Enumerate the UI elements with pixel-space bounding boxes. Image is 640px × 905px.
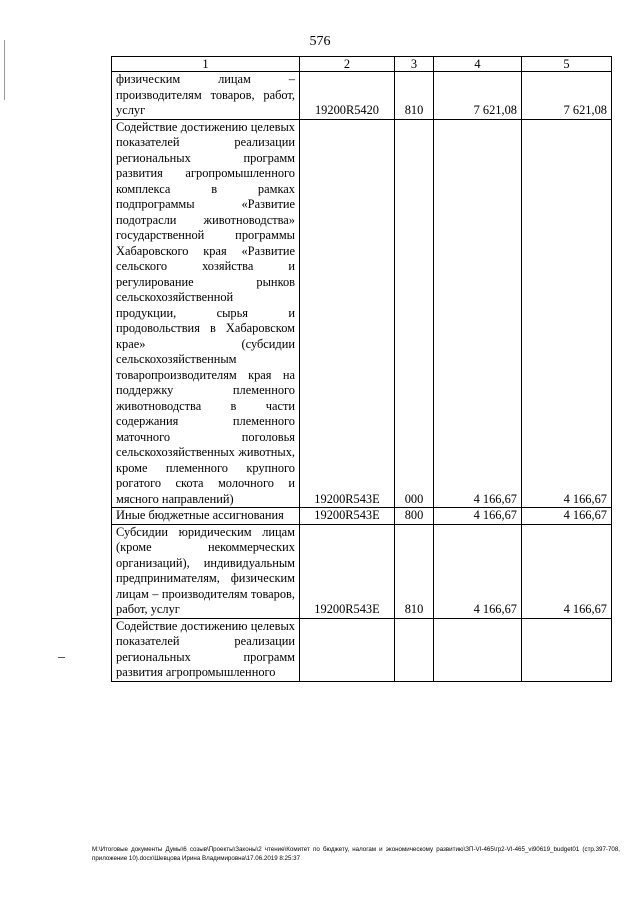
header-col-1: 1 <box>112 57 300 72</box>
table-row <box>112 618 612 681</box>
row-type: 810 <box>395 524 434 618</box>
row-code: 19200R543E <box>300 508 395 525</box>
file-path-footer: М:\Итоговые документы Думы\6 созыв\Проекты\Законы\2 чтение\Комитет по бюджету, налогам и экономическому развитию\ЗП-VI-465\гр2-VI-465_vi90619_budget01 (стр.397-708, приложение 10).docx\Шевцова Ирина Владимировна\17.06.2019 8:25:37 <box>92 846 620 862</box>
row-description: Содействие достижению целевых показателей реализации региональных программ развития агропромышленного <box>112 618 300 681</box>
row-amount-2: 4 166,67 <box>522 508 612 525</box>
header-col-5: 5 <box>522 57 612 72</box>
row-type: 000 <box>395 119 434 508</box>
row-code: 19200R543E <box>300 524 395 618</box>
row-description: Иные бюджетные ассигнования <box>112 508 300 525</box>
row-code: 19200R5420 <box>300 72 395 120</box>
table-row <box>112 524 612 618</box>
header-col-2: 2 <box>300 57 395 72</box>
row-description: физическим лицам – производителям товаров, работ, услуг <box>112 72 300 120</box>
table-row <box>112 72 612 120</box>
budget-table <box>111 56 612 682</box>
row-amount-1: 4 166,67 <box>434 508 522 525</box>
row-type <box>395 618 434 681</box>
table-row <box>112 508 612 525</box>
row-amount-1 <box>434 618 522 681</box>
row-amount-2 <box>522 618 612 681</box>
row-description: Субсидии юридическим лицам (кроме некоммерческих организаций), индивидуальным предпринимателям, физическим лицам – производителям товаров, работ, услуг <box>112 524 300 618</box>
row-amount-1: 4 166,67 <box>434 119 522 508</box>
margin-dash <box>58 657 65 658</box>
row-description: Содействие достижению целевых показателей реализации региональных программ развития агропромышленного комплекса в рамках подпрограммы «Развитие подотрасли животноводства» государственной программы Хабаровского края «Развитие сельского хозяйства и регулирование рынков сельскохозяйственной продукции, сырья и продовольствия в Хабаровском крае» (субсидии сельскохозяйственным товаропроизводителям края на поддержку племенного животноводства в части содержания племенного маточного поголовья сельскохозяйственных животных, кроме племенного крупного рогатого скота молочного и мясного направлений) <box>112 119 300 508</box>
margin-edge-line <box>4 40 5 100</box>
page-number: 576 <box>309 34 331 49</box>
table-header-row <box>112 57 612 72</box>
row-amount-1: 4 166,67 <box>434 524 522 618</box>
row-type: 800 <box>395 508 434 525</box>
header-col-3: 3 <box>395 57 434 72</box>
row-amount-2: 4 166,67 <box>522 524 612 618</box>
row-code <box>300 618 395 681</box>
row-amount-2: 4 166,67 <box>522 119 612 508</box>
row-code: 19200R543E <box>300 119 395 508</box>
row-amount-2: 7 621,08 <box>522 72 612 120</box>
row-type: 810 <box>395 72 434 120</box>
row-amount-1: 7 621,08 <box>434 72 522 120</box>
table-row <box>112 119 612 508</box>
header-col-4: 4 <box>434 57 522 72</box>
